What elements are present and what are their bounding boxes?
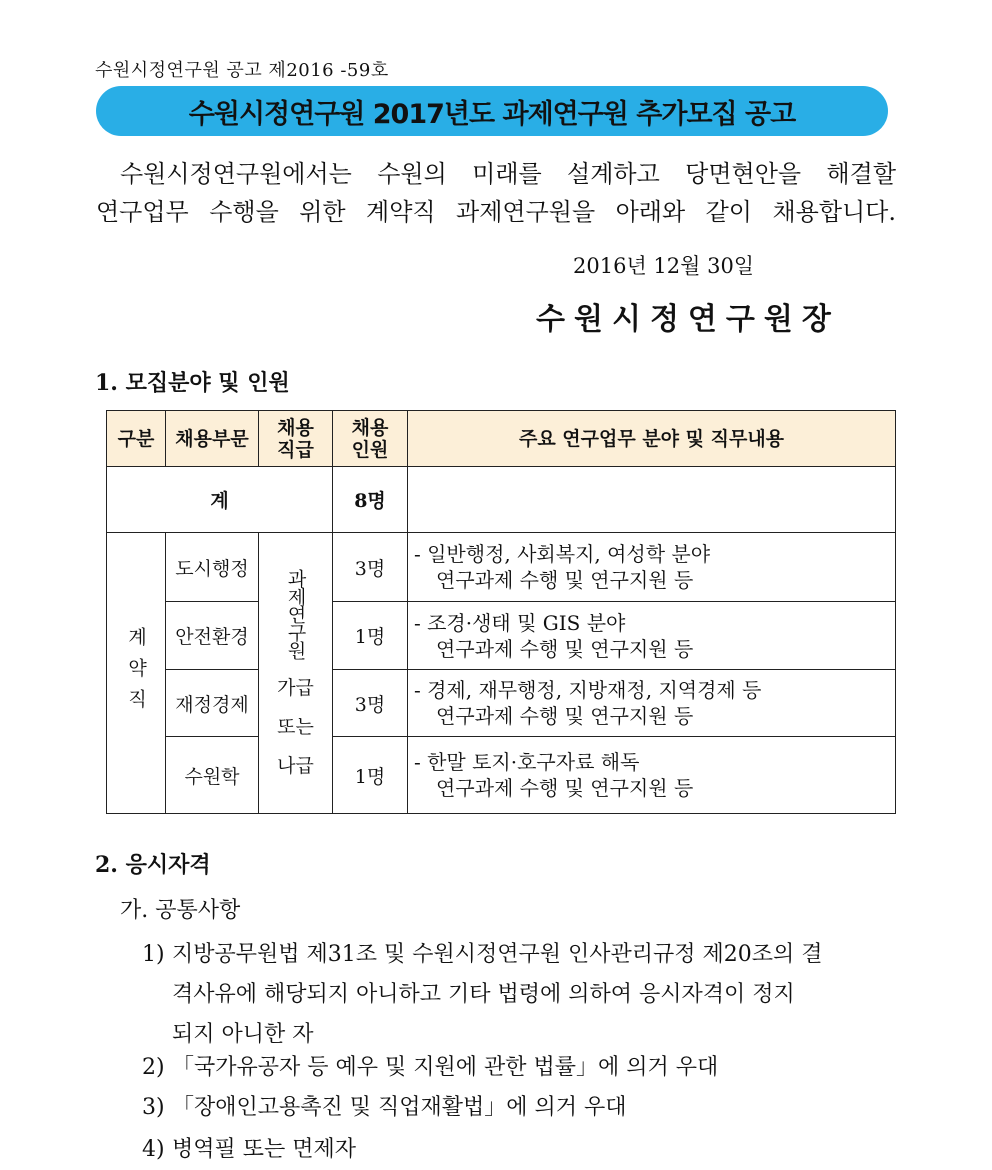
item-line: 「장애인고용촉진 및 직업재활법」에 의거 우대 — [172, 1095, 627, 1120]
desc-line: 연구과제 수행 및 연구지원 등 — [436, 568, 694, 592]
desc-line: 연구과제 수행 및 연구지원 등 — [436, 776, 694, 800]
dept-cell: 수원학 — [166, 737, 259, 814]
desc-line: - 일반행정, 사회복지, 여성학 분야 — [414, 542, 711, 566]
item-number: 2) — [142, 1055, 165, 1080]
announcement-date: 2016년 12월 30일 — [573, 254, 755, 278]
header-cell: 구분 — [107, 411, 166, 467]
table-row — [107, 533, 896, 602]
table-row — [107, 602, 896, 670]
header-cell: 채용 직급 — [259, 411, 333, 467]
total-count: 8명 — [333, 467, 408, 533]
grade-cell — [259, 533, 333, 814]
header-cell: 주요 연구업무 분야 및 직무내용 — [408, 411, 896, 467]
grade-a: 가급 — [277, 676, 314, 699]
recruitment-table — [106, 410, 896, 814]
desc-cell — [408, 670, 896, 737]
total-label: 계 — [107, 467, 333, 533]
intro-paragraph — [96, 155, 896, 231]
intro-line-2: 연구업무 수행을 위한 계약직 과제연구원을 아래와 같이 채용합니다. — [96, 198, 896, 226]
item-line: 지방공무원법 제31조 및 수원시정연구원 인사관리규정 제20조의 결 — [172, 942, 823, 967]
table-header-row — [107, 411, 896, 467]
grade-title: 과제연구원 — [284, 568, 307, 659]
desc-line: - 한말 토지·호구자료 해독 — [414, 750, 640, 774]
desc-cell — [408, 737, 896, 814]
sub-heading: 가. 공통사항 — [120, 898, 241, 923]
desc-line: - 경제, 재무행정, 지방재정, 지역경제 등 — [414, 678, 762, 702]
list-item — [142, 1088, 894, 1128]
item-line: 병역필 또는 면제자 — [172, 1137, 357, 1162]
count-cell: 3명 — [333, 670, 408, 737]
list-item — [142, 1048, 894, 1088]
count-cell: 1명 — [333, 737, 408, 814]
grade-or: 또는 — [277, 715, 314, 738]
section-1-heading: 1. 모집분야 및 인원 — [95, 370, 290, 396]
desc-cell — [408, 602, 896, 670]
list-item — [142, 1130, 894, 1170]
item-line: 격사유에 해당되지 아니하고 기타 법령에 의하여 응시자격이 정지 — [172, 982, 795, 1007]
item-number: 3) — [142, 1095, 165, 1120]
table-row — [107, 670, 896, 737]
list-item — [142, 935, 894, 1055]
item-line: 「국가유공자 등 예우 및 지원에 관한 법률」에 의거 우대 — [172, 1055, 719, 1080]
title-banner — [96, 86, 888, 136]
item-line: 되지 아니한 자 — [172, 1022, 314, 1047]
total-row — [107, 467, 896, 533]
notice-number: 수원시정연구원 공고 제2016 -59호 — [95, 60, 389, 81]
intro-line-1: 수원시정연구원에서는 수원의 미래를 설계하고 당면현안을 해결할 — [120, 160, 896, 188]
dept-cell: 재정경제 — [166, 670, 259, 737]
item-number: 1) — [142, 942, 165, 967]
document-title: 수원시정연구원 2017년도 과제연구원 추가모집 공고 — [188, 98, 796, 130]
total-desc — [408, 467, 896, 533]
desc-line: 연구과제 수행 및 연구지원 등 — [436, 636, 694, 661]
dept-cell: 안전환경 — [166, 602, 259, 670]
table-row — [107, 737, 896, 814]
desc-cell — [408, 533, 896, 602]
dept-cell: 도시행정 — [166, 533, 259, 602]
count-cell: 1명 — [333, 602, 408, 670]
count-cell: 3명 — [333, 533, 408, 602]
item-number: 4) — [142, 1137, 165, 1162]
category-cell: 계약직 — [107, 533, 166, 814]
desc-line: 연구과제 수행 및 연구지원 등 — [436, 704, 694, 728]
desc-line: - 조경·생태 및 GIS 분야 — [414, 610, 626, 635]
header-cell: 채용부문 — [166, 411, 259, 467]
header-cell: 채용 인원 — [333, 411, 408, 467]
section-2-heading: 2. 응시자격 — [95, 852, 211, 878]
grade-b: 나급 — [277, 754, 314, 777]
signature: 수원시정연구원장 — [536, 302, 840, 337]
